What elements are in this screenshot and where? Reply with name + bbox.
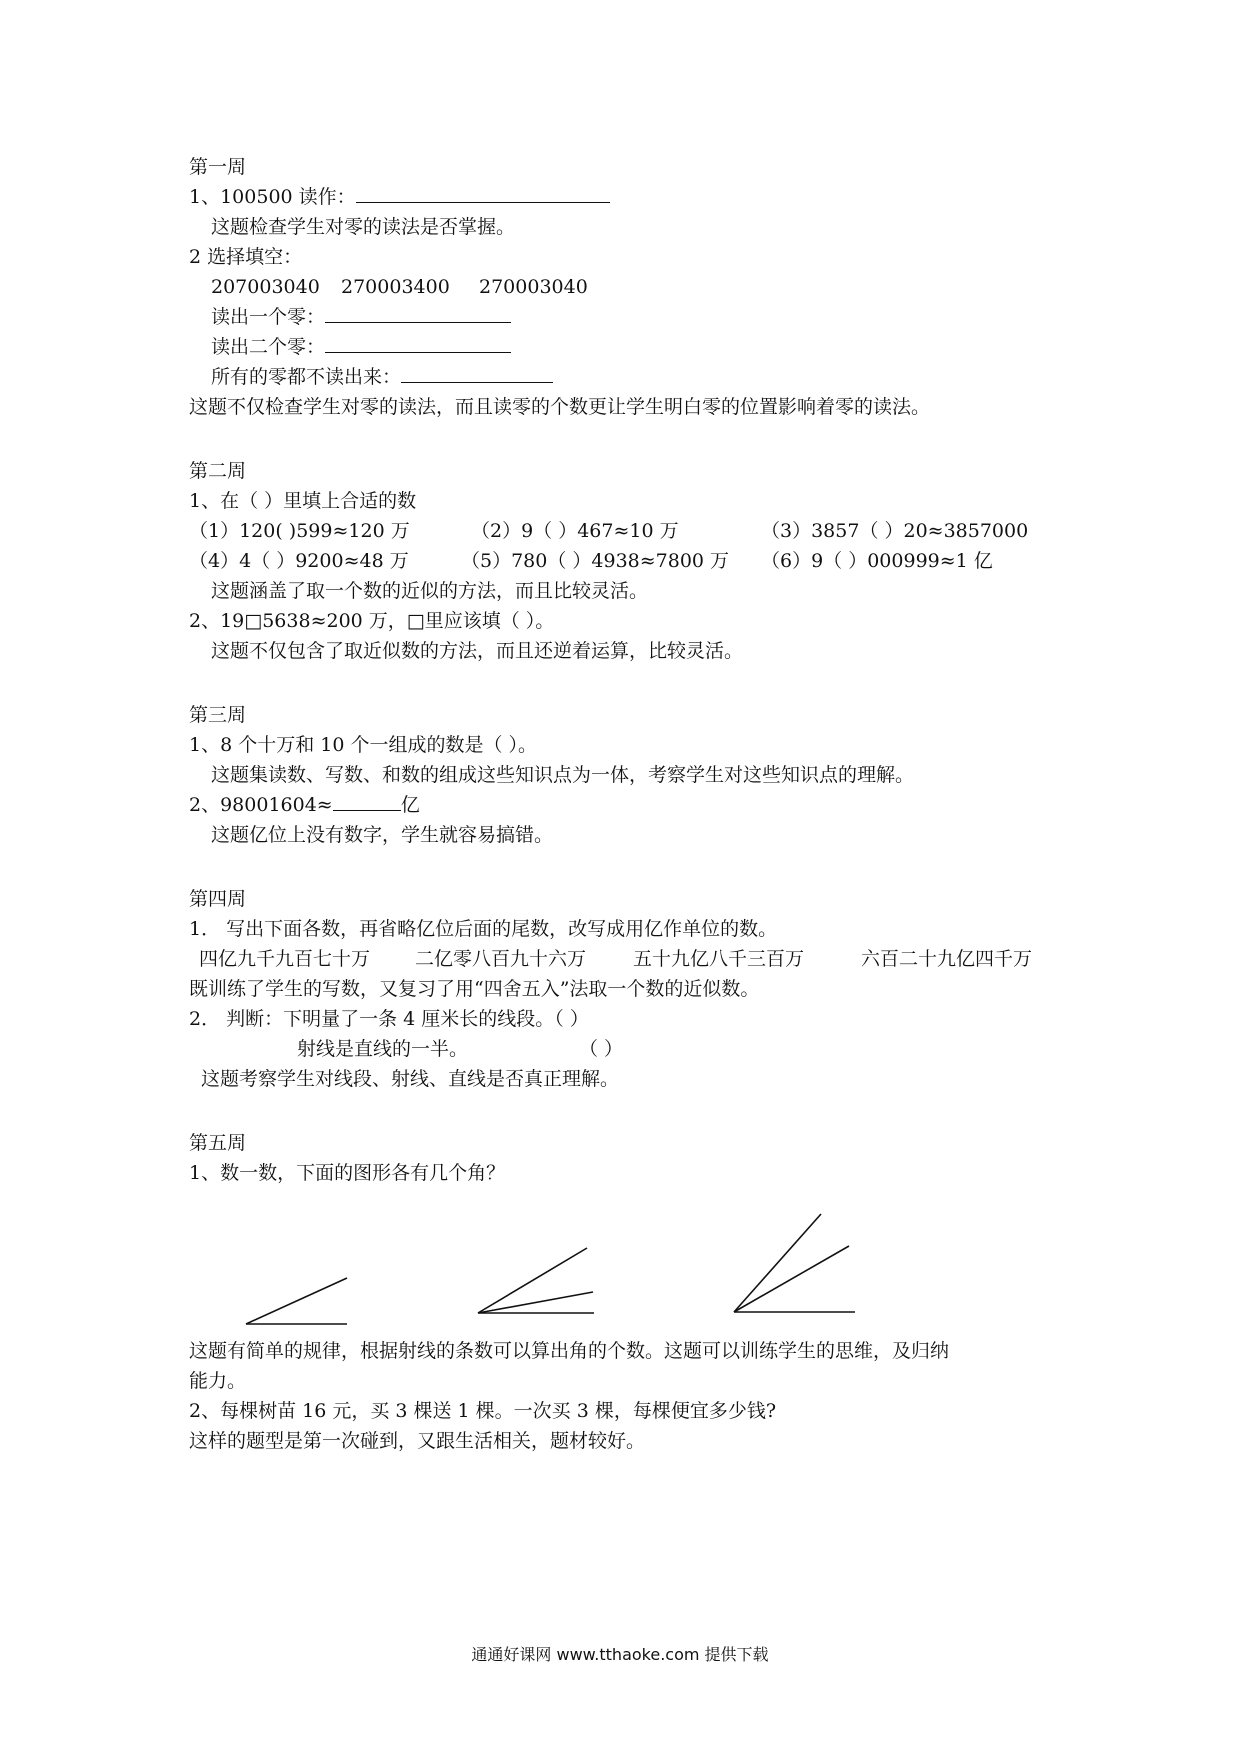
ray (734, 1246, 849, 1312)
week5-q1-note-line2: 能力。 (189, 1370, 247, 1392)
week1-q1-text: 1、100500 读作： (189, 186, 356, 208)
week4-number-row (189, 944, 1079, 974)
week5-title: 第五周 (189, 1132, 247, 1154)
week4-q1: 1． 写出下面各数，再省略亿位后面的尾数，改写成用亿作单位的数。 (189, 918, 778, 940)
week1-read-one-zero (189, 302, 1079, 332)
angle-figure-2 (478, 1248, 594, 1313)
label: 读出二个零： (211, 336, 326, 358)
fill-item: （5）780（ ）4938≈7800 万 (461, 550, 730, 572)
week1-no-zero-read (189, 362, 1079, 392)
week1-q2: 2 选择填空： (189, 246, 303, 268)
week5-q1: 1、数一数，下面的图形各有几个角？ (189, 1162, 506, 1184)
chinese-number: 四亿九千九百七十万 (199, 948, 371, 970)
week4-q2: 2． 判断：下明量了一条 4 厘米长的线段。（ ） (189, 1008, 589, 1030)
footer-credit: 通通好课网 www.tthaoke.com 提供下载 (471, 1645, 769, 1664)
chinese-number: 二亿零八百九十六万 (415, 948, 587, 970)
week5-q2-note: 这样的题型是第一次碰到，又跟生活相关，题材较好。 (189, 1430, 646, 1452)
week2-q1-note: 这题涵盖了取一个数的近似的方法，而且比较灵活。 (211, 580, 649, 602)
week4-q1-note: 既训练了学生的写数，又复习了用“四舍五入”法取一个数的近似数。 (189, 978, 760, 1000)
answer-blank (401, 362, 553, 383)
label: 读出一个零： (211, 306, 326, 328)
fill-item: （6）9（ ）000999≈1 亿 (761, 550, 993, 572)
week2-title: 第二周 (189, 460, 247, 482)
label: 2、98001604≈ (189, 794, 333, 816)
week5-q1-note-line1: 这题有简单的规律，根据射线的条数可以算出角的个数。这题可以训练学生的思维，及归纳 (189, 1340, 950, 1362)
chinese-number: 六百二十九亿四千万 (861, 948, 1033, 970)
week2-q2: 2、19□5638≈200 万，□里应该填（ ）。 (189, 610, 555, 632)
week1-q1 (189, 182, 1079, 212)
week2-q1: 1、在（ ）里填上合适的数 (189, 490, 417, 512)
angle-figures-svg (189, 1188, 1079, 1336)
week1-number-row (189, 272, 1079, 302)
week4-q2-note: 这题考察学生对线段、射线、直线是否真正理解。 (201, 1068, 620, 1090)
week4-q2b (189, 1034, 1079, 1064)
fill-item: （3）3857（ ）20≈3857000 (761, 520, 1029, 542)
document-content (189, 152, 1079, 1456)
week3-q2 (189, 790, 1079, 820)
answer-paren: （ ） (579, 1038, 624, 1060)
week5-q2: 2、每棵树苗 16 元，买 3 棵送 1 棵。一次买 3 棵，每棵便宜多少钱? (189, 1400, 777, 1422)
chinese-number: 五十九亿八千三百万 (633, 948, 805, 970)
week2-items-row1 (189, 516, 1079, 546)
week2-q2-note: 这题不仅包含了取近似数的方法，而且还逆着运算，比较灵活。 (211, 640, 744, 662)
answer-blank (325, 302, 511, 323)
week1-q2-note: 这题不仅检查学生对零的读法，而且读零的个数更让学生明白零的位置影响着零的读法。 (189, 396, 931, 418)
answer-blank (333, 790, 401, 811)
number-option: 270003400 (341, 276, 450, 298)
week3-q1-note: 这题集读数、写数、和数的组成这些知识点为一体，考察学生对这些知识点的理解。 (211, 764, 915, 786)
fill-item: （2）9（ ）467≈10 万 (471, 520, 679, 542)
unit: 亿 (400, 794, 420, 816)
answer-blank (325, 332, 511, 353)
week3-q1: 1、8 个十万和 10 个一组成的数是（ ）。 (189, 734, 538, 756)
ray (734, 1214, 821, 1312)
fill-item: （4）4（ ）9200≈48 万 (189, 550, 409, 572)
angle-figure-3 (734, 1214, 855, 1312)
label: 所有的零都不读出来： (211, 366, 402, 388)
week3-q2-note: 这题亿位上没有数字，学生就容易搞错。 (211, 824, 554, 846)
statement: 射线是直线的一半。 (297, 1038, 469, 1060)
number-option: 207003040 (211, 276, 320, 298)
week1-q1-note: 这题检查学生对零的读法是否掌握。 (211, 216, 516, 238)
number-option: 270003040 (479, 276, 588, 298)
week1-title: 第一周 (189, 156, 247, 178)
angle-figure-1 (246, 1278, 347, 1324)
week4-title: 第四周 (189, 888, 247, 910)
week2-items-row2 (189, 546, 1079, 576)
answer-blank (356, 182, 610, 203)
angle-figures (189, 1188, 1079, 1336)
ray (246, 1278, 347, 1324)
fill-item: （1）120( )599≈120 万 (189, 520, 410, 542)
week1-read-two-zeros (189, 332, 1079, 362)
week3-title: 第三周 (189, 704, 247, 726)
